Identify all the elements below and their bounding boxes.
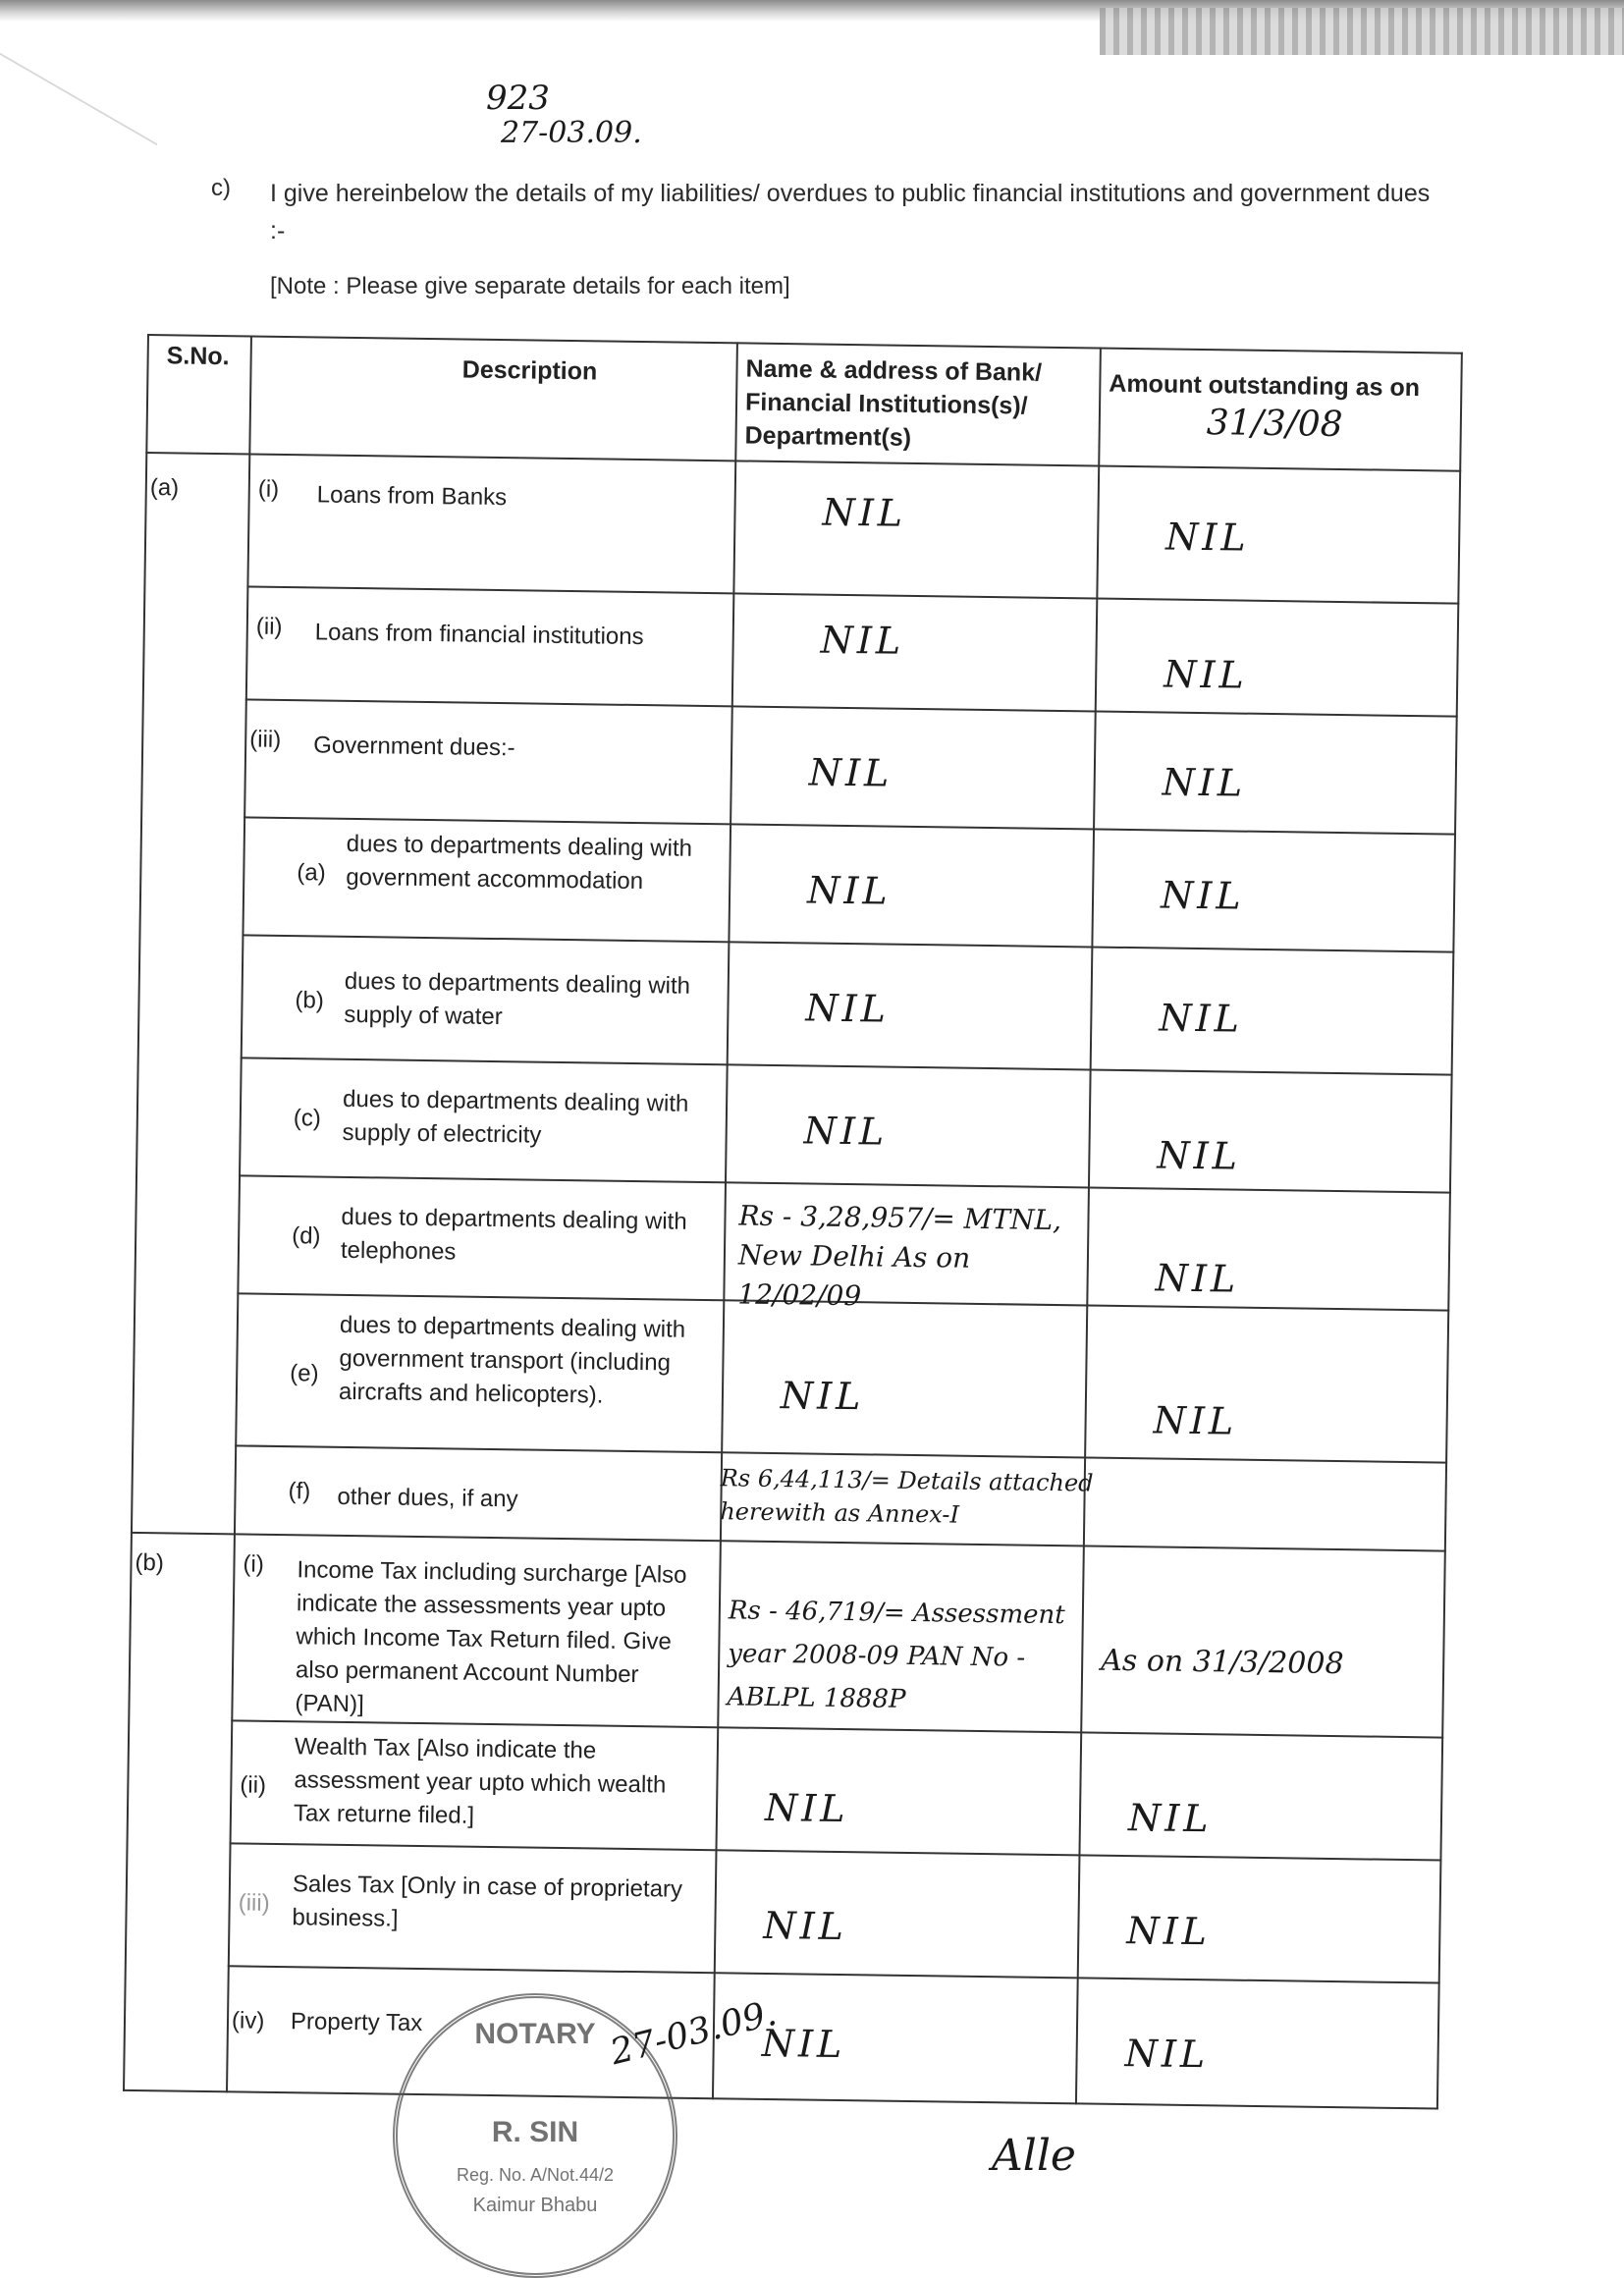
desc-electricity: dues to departments dealing with supply of electricity bbox=[342, 1085, 689, 1149]
amount-property-tax: NIL bbox=[1124, 2032, 1210, 2077]
amount-loans-fi: NIL bbox=[1163, 652, 1249, 697]
bank-electricity: NIL bbox=[803, 1109, 889, 1154]
bank-wealth-tax: NIL bbox=[764, 1785, 849, 1831]
row-line bbox=[239, 1174, 1451, 1193]
sub-label: (ii) bbox=[255, 613, 283, 640]
sub-label: (iv) bbox=[231, 2007, 265, 2034]
table-border-bottom bbox=[123, 2089, 1438, 2110]
desc-transport: dues to departments dealing with government transport (including aircrafts and helicopters). bbox=[338, 1311, 686, 1409]
amount-loans-banks: NIL bbox=[1164, 515, 1251, 560]
sub-label: (e) bbox=[290, 1360, 319, 1387]
desc-property-tax: Property Tax bbox=[290, 2008, 423, 2037]
row-line bbox=[242, 934, 1454, 952]
amount-wealth-tax: NIL bbox=[1127, 1796, 1213, 1841]
desc-water: dues to departments dealing with supply of water bbox=[344, 967, 691, 1031]
bank-income-tax: Rs - 46,719/= Assessment year 2008-09 PAN No - ABLPL 1888P bbox=[727, 1596, 1065, 1714]
desc-telephones: dues to departments dealing with telephones bbox=[340, 1203, 687, 1266]
row-line bbox=[245, 698, 1458, 717]
bank-loans-banks: NIL bbox=[822, 490, 907, 535]
row-line bbox=[246, 585, 1459, 604]
seal-place: Kaimur Bhabu bbox=[472, 2195, 598, 2216]
bank-other-dues: Rs 6,44,113/= Details attached herewith as Annex-I bbox=[720, 1464, 1094, 1529]
amount-sales-tax: NIL bbox=[1126, 1909, 1212, 1954]
row-line bbox=[230, 1842, 1442, 1861]
reference-number: 923 bbox=[486, 79, 550, 118]
bank-transport: NIL bbox=[780, 1374, 865, 1419]
intro-text: I give hereinbelow the details of my liabilities/ overdues to public financial institutions and government dues :- bbox=[270, 180, 1431, 244]
seal-registration: Reg. No. A/Not.44/2 bbox=[456, 2165, 615, 2185]
bank-telephones: Rs - 3,28,957/= MTNL, New Delhi As on 12/02/09 bbox=[737, 1199, 1062, 1313]
bank-govt-dues: NIL bbox=[808, 750, 893, 795]
item-marker: c) bbox=[211, 175, 231, 201]
desc-income-tax: Income Tax including surcharge [Also indicate the assessments year upto which Income Tax Return filed. Give also permanent Account Number (PAN)] bbox=[295, 1556, 687, 1718]
header-bank: Name & address of Bank/ Financial Institutions(s)/ Department(s) bbox=[744, 354, 1043, 452]
bank-property-tax: NIL bbox=[761, 2021, 846, 2067]
sub-label: (f) bbox=[288, 1478, 311, 1505]
seal-title: NOTARY bbox=[474, 2018, 596, 2050]
sno-b: (b) bbox=[135, 1548, 165, 1577]
sub-label: (a) bbox=[297, 859, 326, 887]
note-text: [Note : Please give separate details for each item] bbox=[270, 273, 790, 299]
sub-label: (i) bbox=[243, 1550, 265, 1578]
sub-label: (ii) bbox=[240, 1771, 267, 1799]
row-line bbox=[228, 1965, 1440, 1983]
signature: Alle bbox=[992, 2131, 1076, 2181]
bank-loans-fi: NIL bbox=[820, 618, 905, 663]
bank-water: NIL bbox=[805, 986, 891, 1031]
table-border-left bbox=[123, 334, 149, 2091]
amount-electricity: NIL bbox=[1157, 1133, 1242, 1178]
desc-accommodation: dues to departments dealing with government accommodation bbox=[346, 830, 693, 895]
seal-name: R. SIN bbox=[491, 2116, 579, 2148]
row-line bbox=[145, 452, 1461, 472]
desc-sales-tax: Sales Tax [Only in case of proprietary business.] bbox=[292, 1871, 683, 1932]
liabilities-table bbox=[123, 334, 1463, 2110]
sno-a: (a) bbox=[149, 474, 180, 502]
col-divider-desc bbox=[712, 342, 738, 2099]
sub-label: (b) bbox=[295, 987, 325, 1014]
desc-wealth-tax: Wealth Tax [Also indicate the assessment year upto which wealth Tax returne filed.] bbox=[293, 1733, 667, 1829]
amount-telephones: NIL bbox=[1155, 1256, 1240, 1301]
sub-label: (i) bbox=[257, 475, 280, 503]
notary-signed-date: 27-03.09. bbox=[606, 1992, 781, 2074]
desc-govt-dues: Government dues:- bbox=[312, 732, 515, 762]
bank-accommodation: NIL bbox=[806, 868, 892, 913]
bank-sales-tax: NIL bbox=[763, 1903, 848, 1949]
desc-other-dues: other dues, if any bbox=[337, 1483, 518, 1513]
table-border-right bbox=[1436, 353, 1463, 2110]
header-amount: Amount outstanding as on bbox=[1109, 369, 1421, 403]
header-sno: S.No. bbox=[166, 342, 230, 371]
desc-loans-banks: Loans from Banks bbox=[316, 481, 508, 512]
row-line bbox=[235, 1444, 1447, 1463]
header-amount-date: 31/3/08 bbox=[1206, 403, 1343, 446]
sub-label: (c) bbox=[293, 1105, 322, 1132]
sub-label: (d) bbox=[291, 1222, 321, 1250]
reference-date: 27-03.09. bbox=[501, 116, 642, 150]
amount-transport: NIL bbox=[1153, 1398, 1238, 1443]
revenue-stamp-strip bbox=[1100, 8, 1624, 55]
desc-loans-fi: Loans from financial institutions bbox=[314, 619, 644, 651]
sub-label: (iii) bbox=[238, 1889, 270, 1917]
row-line bbox=[131, 1532, 1446, 1552]
amount-govt-dues: NIL bbox=[1162, 760, 1247, 805]
amount-income-tax: As on 31/3/2008 bbox=[1100, 1643, 1344, 1682]
amount-accommodation: NIL bbox=[1160, 873, 1245, 918]
sub-label: (iii) bbox=[249, 726, 282, 753]
page-fold-mark bbox=[0, 53, 157, 381]
row-line bbox=[241, 1057, 1453, 1075]
amount-water: NIL bbox=[1159, 996, 1244, 1041]
header-description: Description bbox=[461, 355, 598, 386]
col-divider-sno bbox=[226, 335, 252, 2092]
